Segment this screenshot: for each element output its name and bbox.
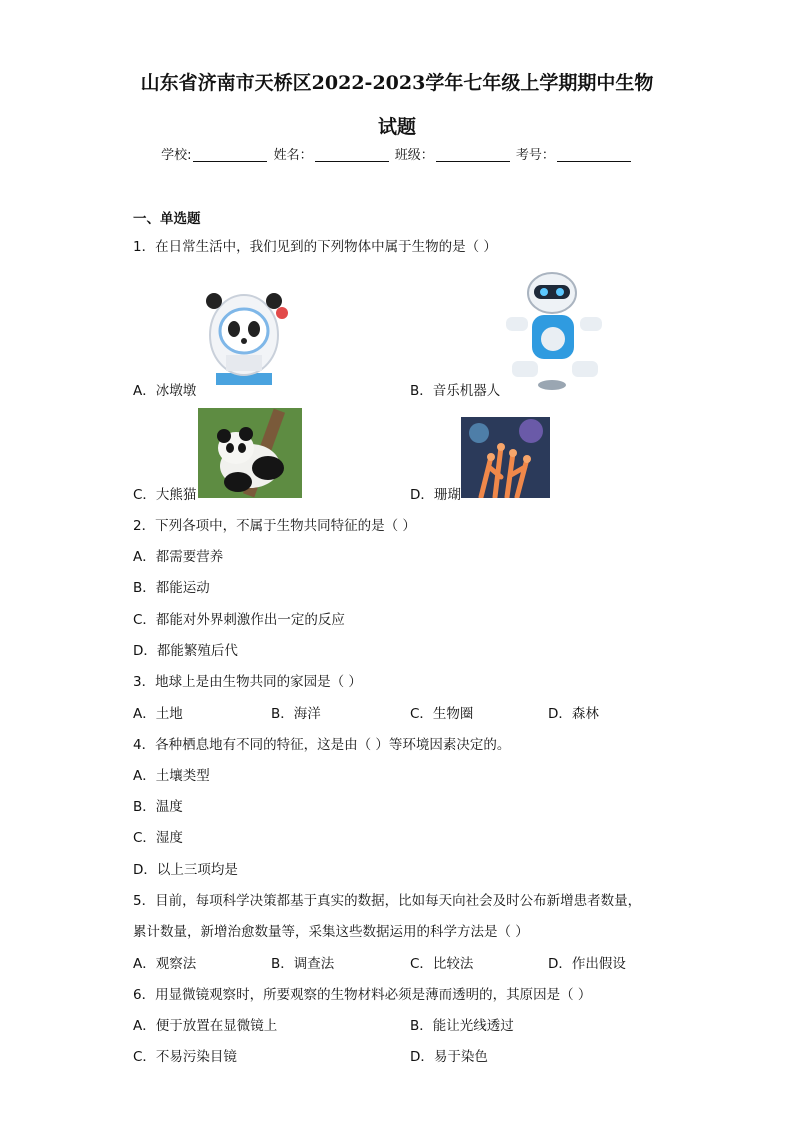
q6-stem: 6．用显微镜观察时，所要观察的生物材料必须是薄而透明的，其原因是（ ）	[133, 987, 592, 1003]
id-label: 考号：	[515, 148, 555, 163]
q2-option-d[interactable]: D．都能繁殖后代	[133, 643, 238, 659]
bing-dwen-dwen-image	[196, 285, 292, 387]
exam-title-line2: 试题	[377, 116, 416, 138]
q5-option-c[interactable]: C．比较法	[410, 956, 474, 972]
q4-option-c[interactable]: C．湿度	[133, 830, 183, 846]
music-robot-image	[502, 265, 608, 393]
q3-stem: 3．地球上是由生物共同的家园是（ ）	[133, 674, 362, 690]
q4-option-d[interactable]: D．以上三项均是	[133, 862, 238, 878]
id-blank[interactable]	[557, 147, 631, 162]
class-label: 班级：	[394, 148, 434, 163]
giant-panda-image	[198, 408, 302, 498]
q2-option-c[interactable]: C．都能对外界刺激作出一定的反应	[133, 612, 345, 628]
q1-option-c[interactable]: C．大熊猫	[133, 487, 197, 503]
q2-option-b[interactable]: B．都能运动	[133, 580, 210, 596]
q5-stem-line1: 5．目前，每项科学决策都基于真实的数据，比如每天向社会及时公布新增患者数量，	[133, 893, 642, 909]
q2-option-a[interactable]: A．都需要营养	[133, 549, 224, 565]
exam-title-line1: 山东省济南市天桥区2022-2023学年七年级上学期期中生物	[140, 72, 654, 94]
section-heading: 一、单选题	[133, 211, 201, 227]
q3-option-c[interactable]: C．生物圈	[410, 706, 474, 722]
q3-option-a[interactable]: A．土地	[133, 706, 183, 722]
q4-option-a[interactable]: A．土壤类型	[133, 768, 210, 784]
q5-option-a[interactable]: A．观察法	[133, 956, 197, 972]
q1-stem: 1．在日常生活中，我们见到的下列物体中属于生物的是（ ）	[133, 239, 497, 255]
q5-stem-line2: 累计数量，新增治愈数量等，采集这些数据运用的科学方法是（ ）	[133, 924, 529, 940]
school-blank[interactable]	[193, 147, 267, 162]
q4-option-b[interactable]: B．温度	[133, 799, 183, 815]
q5-option-d[interactable]: D．作出假设	[548, 956, 626, 972]
q6-option-c[interactable]: C．不易污染目镜	[133, 1049, 237, 1065]
q6-option-d[interactable]: D．易于染色	[410, 1049, 488, 1065]
coral-image	[461, 417, 550, 498]
q3-option-b[interactable]: B．海洋	[271, 706, 321, 722]
student-info-row	[0, 144, 794, 163]
school-label: 学校:	[161, 148, 192, 163]
q2-stem: 2．下列各项中，不属于生物共同特征的是（ ）	[133, 518, 416, 534]
name-blank[interactable]	[315, 147, 389, 162]
q1-option-d[interactable]: D．珊瑚	[410, 487, 461, 503]
q4-stem: 4．各种栖息地有不同的特征，这是由（ ）等环境因素决定的。	[133, 737, 511, 753]
q1-option-b[interactable]: B．音乐机器人	[410, 383, 501, 399]
name-label: 姓名：	[273, 148, 313, 163]
q1-option-a[interactable]: A．冰墩墩	[133, 383, 197, 399]
q6-option-a[interactable]: A．便于放置在显微镜上	[133, 1018, 278, 1034]
q3-option-d[interactable]: D．森林	[548, 706, 599, 722]
q5-option-b[interactable]: B．调查法	[271, 956, 335, 972]
q6-option-b[interactable]: B．能让光线透过	[410, 1018, 514, 1034]
class-blank[interactable]	[436, 147, 510, 162]
